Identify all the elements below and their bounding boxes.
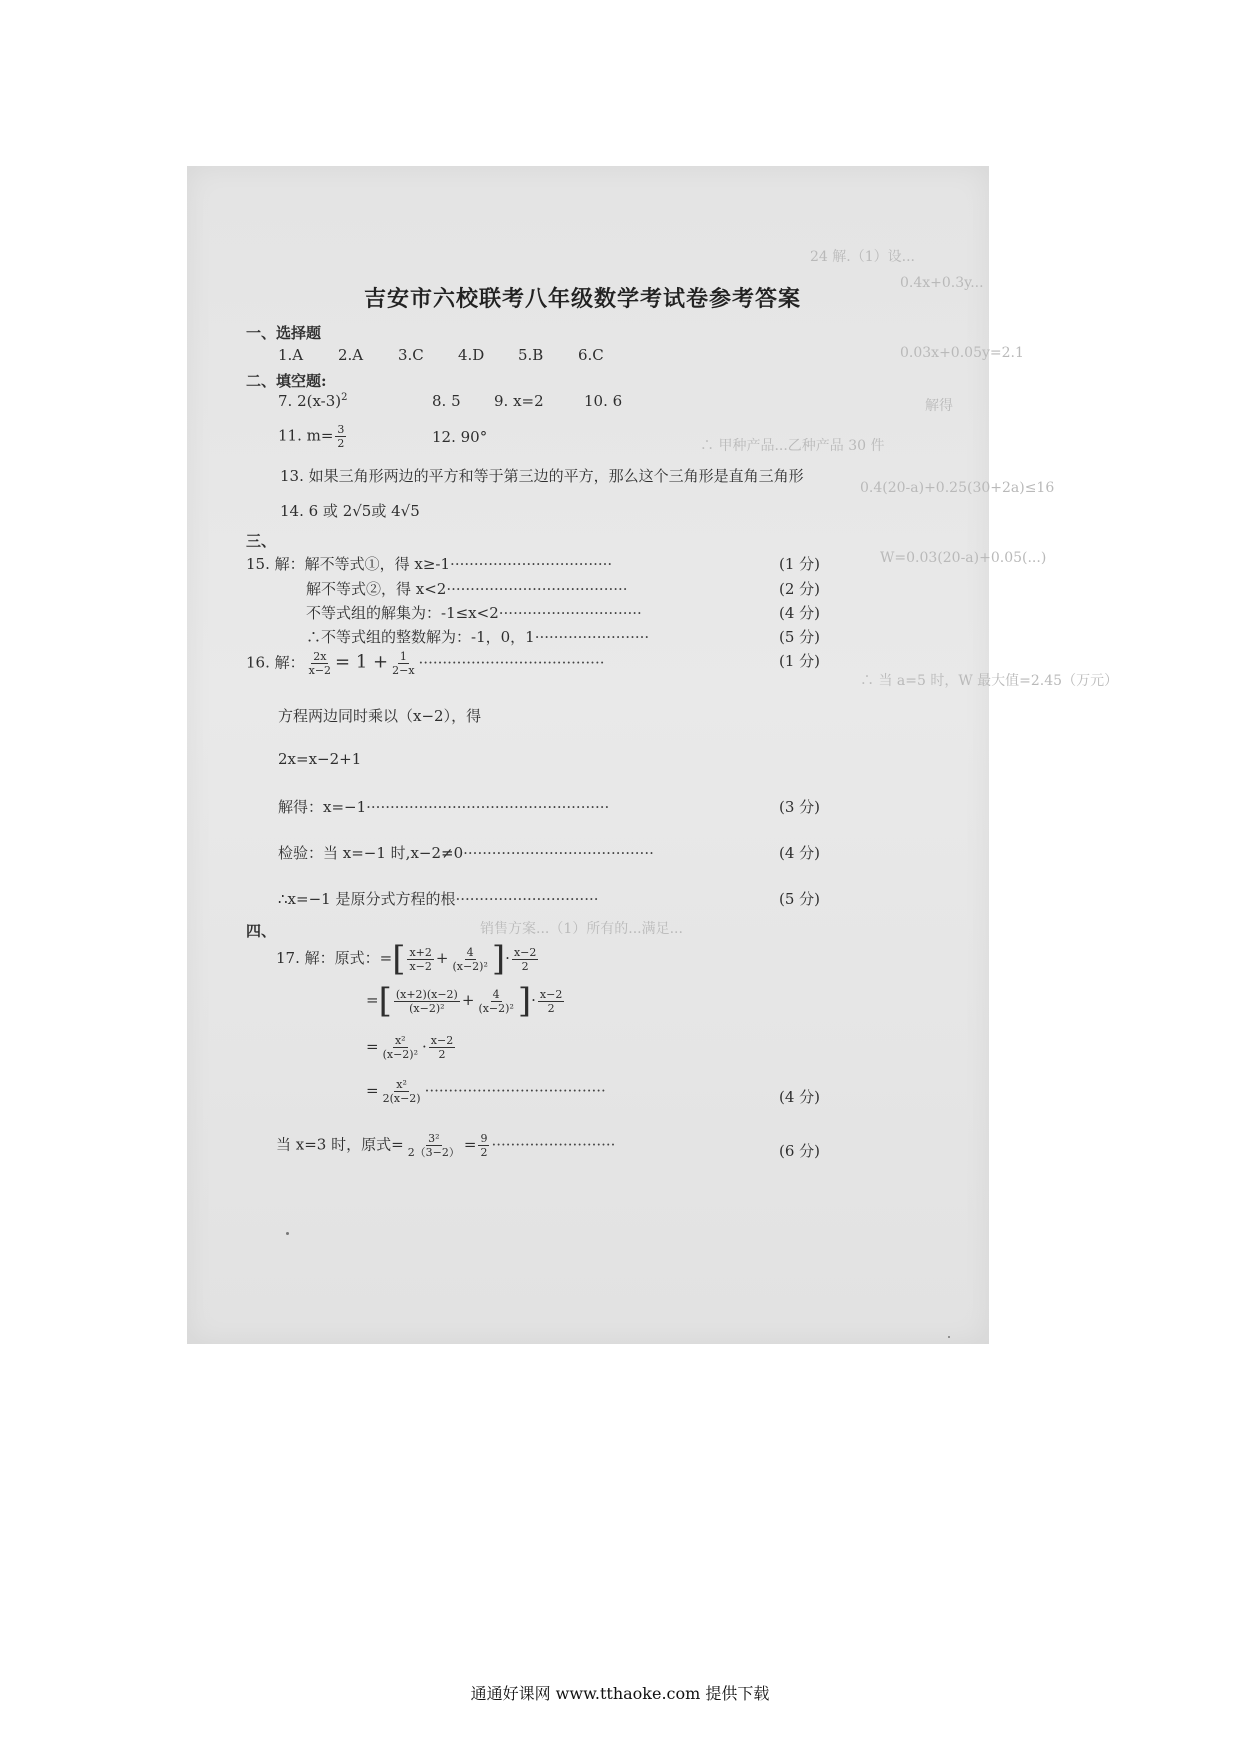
denominator: (x−2)² xyxy=(452,959,488,973)
denominator: 2 xyxy=(438,1048,446,1061)
answer-2: 2.A xyxy=(338,346,364,364)
denominator: 2−x xyxy=(392,664,415,677)
dot-operator: · xyxy=(505,949,510,967)
q15-line-4 xyxy=(306,626,820,647)
denominator: 2(x−2) xyxy=(382,1092,421,1105)
fill-answers-row-1 xyxy=(278,392,348,410)
bleed-through-text: 销售方案...（1）所有的...满足... xyxy=(480,921,683,937)
denominator: 2（3−2） xyxy=(407,1146,460,1159)
equals-sign: = xyxy=(366,1081,379,1100)
bleed-through-text: 0.03x+0.05y=2.1 xyxy=(900,345,1024,361)
q17-line-2 xyxy=(366,981,566,1021)
leader-dots: ······························ xyxy=(498,604,642,622)
q16-line-3: 2x=x−2+1 xyxy=(278,750,362,768)
answer-12: 12. 90° xyxy=(432,428,488,446)
plus-sign: + xyxy=(461,991,475,1009)
bleed-through-text: ∴ 当 a=5 时，W 最大值=2.45（万元） xyxy=(860,673,1119,689)
open-bracket: [ xyxy=(392,939,406,979)
q16-line-2: 方程两边同时乘以（x−2），得 xyxy=(278,707,482,725)
answer-11-label: 11. m= xyxy=(278,426,334,445)
denominator: x−2 xyxy=(409,959,432,973)
section-heading-3: 三、 xyxy=(246,532,277,550)
numerator: 1 xyxy=(399,650,407,663)
leader-dots: ························ xyxy=(534,628,650,646)
numerator: x−2 xyxy=(430,1034,454,1047)
leader-dots: ·································· xyxy=(450,555,613,573)
leader-dots: ········································ xyxy=(463,844,654,862)
leader-dots: ··················································· xyxy=(366,798,610,816)
denominator: (x−2)² xyxy=(409,1001,445,1015)
fraction xyxy=(381,1034,420,1061)
numerator: 4 xyxy=(492,987,500,1001)
q16-line-5 xyxy=(278,842,820,863)
numerator: x+2 xyxy=(409,945,432,959)
answer-9: 9. x=2 xyxy=(494,392,544,410)
numerator: 3 xyxy=(337,423,345,436)
choice-answers-row xyxy=(278,346,638,364)
q15-text: 不等式组的解集为：-1≤x<2 xyxy=(306,604,499,622)
page-title: 吉安市六校联考八年级数学考试卷参考答案 xyxy=(364,286,802,312)
q16-text: ∴x=−1 是原分式方程的根 xyxy=(278,890,456,908)
numerator: 2x xyxy=(313,650,327,663)
bleed-through-text: ∴ 甲种产品...乙种产品 30 件 xyxy=(700,438,885,454)
numerator: (x+2)(x−2) xyxy=(395,987,458,1001)
bleed-through-text: 解得 xyxy=(925,398,953,414)
numerator: x² xyxy=(394,1034,406,1047)
answer-14: 14. 6 或 2√5或 4√5 xyxy=(280,502,420,520)
close-bracket: ] xyxy=(491,939,506,979)
denominator: 2 xyxy=(337,437,345,450)
section-heading-4: 四、 xyxy=(246,922,277,940)
fraction xyxy=(407,946,433,973)
denominator: 2 xyxy=(480,1146,488,1159)
numerator: 4 xyxy=(466,945,474,959)
numerator: 9 xyxy=(480,1132,488,1145)
q17-label: 17. 解：原式：= xyxy=(276,949,393,967)
fraction xyxy=(450,946,489,973)
fraction xyxy=(512,946,538,973)
final-prefix: 当 x=3 时，原式= xyxy=(276,1135,404,1154)
q15-line-1 xyxy=(246,553,820,574)
score-mark: (5 分) xyxy=(778,890,820,908)
q16-fraction-2 xyxy=(390,650,416,677)
answer-8: 8. 5 xyxy=(432,392,461,410)
scan-speck xyxy=(286,1232,289,1235)
q15-text: 15. 解：解不等式①，得 x≥-1 xyxy=(246,555,451,573)
fraction xyxy=(538,988,564,1015)
q17-line-4 xyxy=(366,1078,820,1105)
q17-line-3 xyxy=(366,1034,457,1061)
leader-dots: ······························ xyxy=(455,890,599,908)
answer-13: 13. 如果三角形两边的平方和等于第三边的平方，那么这个三角形是直角三角形 xyxy=(280,467,804,485)
q15-text: 解不等式②，得 x<2 xyxy=(306,580,447,598)
equals-sign: = xyxy=(366,1037,379,1056)
answer-7-exponent: 2 xyxy=(341,392,348,403)
answer-3: 3.C xyxy=(398,346,424,364)
score-mark: (5 分) xyxy=(778,628,820,646)
q15-text: ∴不等式组的整数解为：-1，0，1 xyxy=(306,628,535,646)
answer-7: 7. 2(x-3) xyxy=(278,392,342,410)
leader-dots: ······································ xyxy=(446,580,628,598)
denominator: x−2 xyxy=(308,664,332,677)
dot-operator: · xyxy=(531,991,536,1009)
q16-line-4 xyxy=(278,796,820,817)
section-heading-fill: 二、填空题: xyxy=(246,372,327,390)
q16-equals: = 1 + xyxy=(335,651,389,673)
q16-text: 检验：当 x=−1 时,x−2≠0 xyxy=(278,844,464,862)
score-mark: (6 分) xyxy=(778,1142,820,1160)
score-mark: (1 分) xyxy=(778,652,820,670)
bleed-through-text: 0.4(20-a)+0.25(30+2a)≤16 xyxy=(860,480,1055,496)
leader-dots: ·························· xyxy=(491,1135,616,1154)
denominator: 2 xyxy=(547,1001,555,1015)
leader-dots: ······································ xyxy=(424,1081,606,1100)
q16-label: 16. 解： xyxy=(246,653,305,672)
footer-credit: 通通好课网 www.tthaoke.com 提供下载 xyxy=(470,1684,770,1703)
denominator: (x−2)² xyxy=(478,1001,514,1015)
q15-line-3 xyxy=(306,602,820,623)
score-mark: (3 分) xyxy=(778,798,820,816)
open-bracket: [ xyxy=(378,981,392,1021)
q16-line-6 xyxy=(278,888,820,909)
q16-text: 解得：x=−1 xyxy=(278,798,367,816)
denominator: (x−2)² xyxy=(382,1048,418,1061)
numerator: x−2 xyxy=(539,987,563,1001)
plus-sign: + xyxy=(435,949,449,967)
answer-11-fraction xyxy=(335,423,346,450)
bleed-through-text: 0.4x+0.3y... xyxy=(900,275,984,291)
equals-sign: = xyxy=(366,991,379,1009)
fraction xyxy=(394,988,460,1015)
equals-sign: = xyxy=(463,1135,477,1154)
numerator: 3² xyxy=(428,1132,440,1145)
fraction xyxy=(478,1132,489,1159)
answer-1: 1.A xyxy=(278,346,304,364)
close-bracket: ] xyxy=(517,981,532,1021)
section-heading-choice: 一、选择题 xyxy=(246,324,322,342)
numerator: x² xyxy=(396,1078,407,1091)
leader-dots: ······································· xyxy=(418,653,605,672)
dot-operator: · xyxy=(422,1037,427,1056)
bleed-through-text: 24 解.（1）设... xyxy=(810,249,915,265)
fraction xyxy=(406,1132,462,1159)
answer-10: 10. 6 xyxy=(584,392,623,410)
fraction xyxy=(476,988,515,1015)
score-mark: (4 分) xyxy=(778,604,820,622)
answer-4: 4.D xyxy=(458,346,485,364)
q16-line-1 xyxy=(246,650,820,677)
score-mark: (1 分) xyxy=(778,555,820,573)
score-mark: (2 分) xyxy=(778,580,820,598)
q17-final-line xyxy=(276,1132,820,1159)
score-mark: (4 分) xyxy=(778,1088,820,1106)
answer-6: 6.C xyxy=(578,346,604,364)
fraction xyxy=(429,1034,455,1061)
q15-line-2 xyxy=(306,578,820,599)
fraction xyxy=(381,1078,423,1105)
answer-5: 5.B xyxy=(518,346,544,364)
score-mark: (4 分) xyxy=(778,844,820,862)
q16-fraction-1 xyxy=(307,650,333,677)
q17-line-1 xyxy=(276,939,540,979)
numerator: x−2 xyxy=(513,945,537,959)
bleed-through-text: W=0.03(20-a)+0.05(...) xyxy=(880,550,1047,566)
scan-speck xyxy=(948,1336,950,1338)
answer-11 xyxy=(278,423,348,450)
denominator: 2 xyxy=(521,959,529,973)
